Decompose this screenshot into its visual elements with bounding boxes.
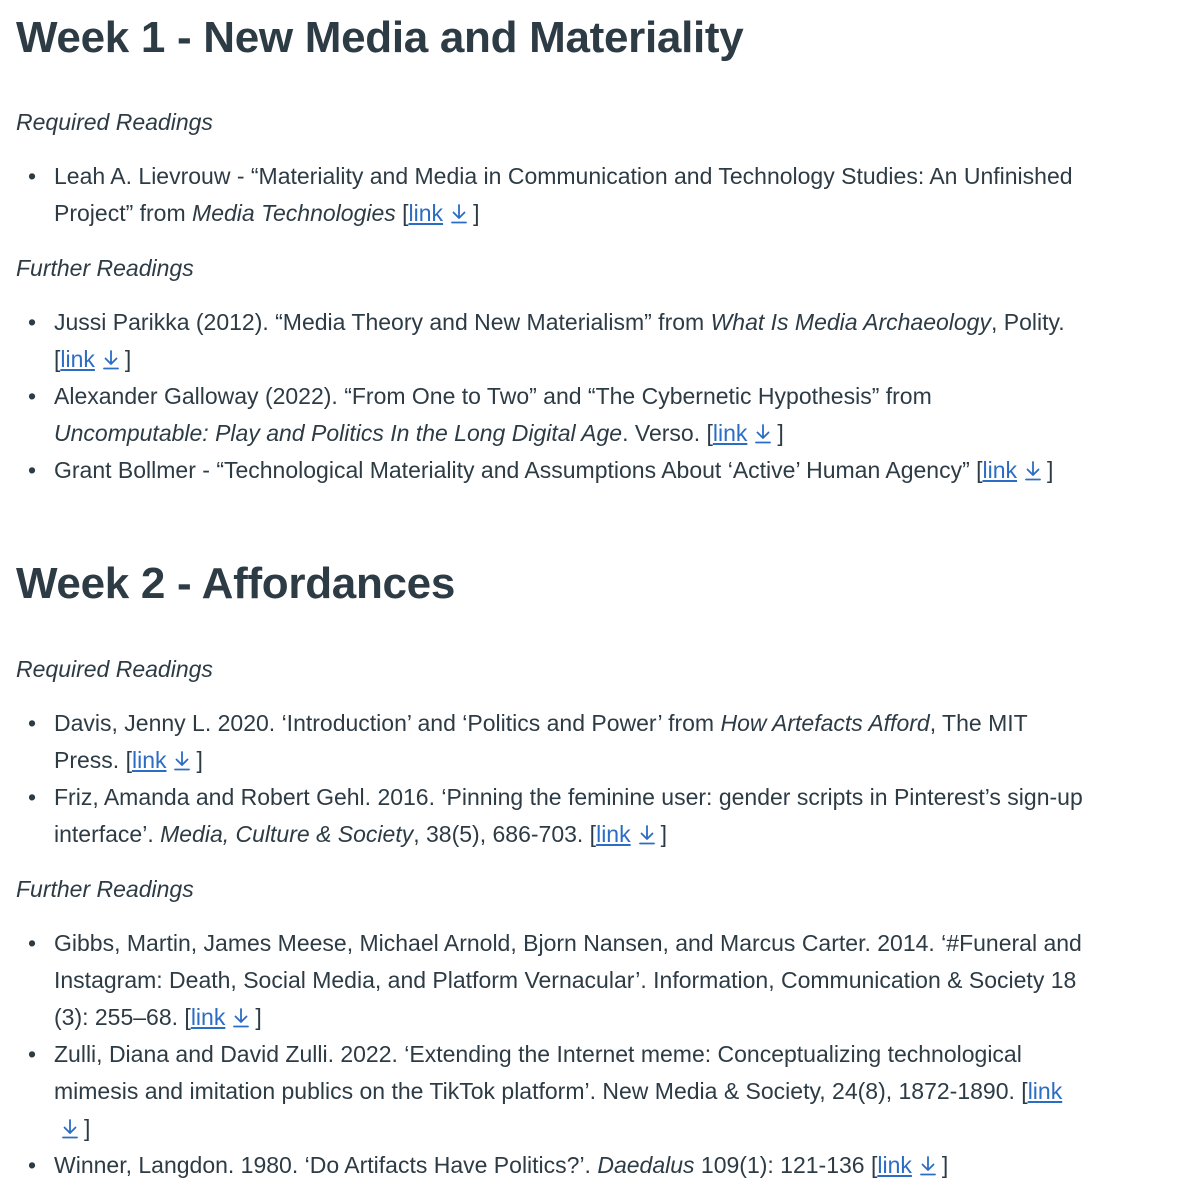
citation-text: interface’. (54, 821, 161, 847)
citation-text: Zulli, Diana and David Zulli. 2022. ‘Extending the Internet meme: Conceptualizing technological (54, 1041, 1022, 1067)
citation-text: Leah A. Lievrouw - “Materiality and Media in Communication and Technology Studies: An Unfinished (54, 163, 1073, 189)
citation-text: Project” from (54, 200, 193, 226)
download-arrow-icon[interactable] (637, 824, 657, 846)
bullet-icon: • (28, 1041, 37, 1067)
reading-item (16, 452, 1166, 489)
citation-text: ] (660, 821, 667, 847)
reading-link[interactable]: link (982, 457, 1018, 483)
further-readings-list (16, 925, 1166, 1184)
further-readings-label: Further Readings (16, 876, 194, 902)
citation-text: ] (941, 1152, 949, 1178)
reading-item (16, 925, 1166, 1036)
publication-title: What Is Media Archaeology (710, 309, 991, 335)
reading-link[interactable]: link (408, 200, 444, 226)
required-readings-label: Required Readings (16, 656, 213, 682)
download-arrow-icon[interactable] (1023, 460, 1043, 482)
citation-text: Winner, Langdon. 1980. ‘Do Artifacts Have Politics?’. (54, 1152, 598, 1178)
reading-item (16, 378, 1166, 452)
bullet-icon: • (28, 930, 37, 956)
citation-text: ] (84, 1115, 91, 1141)
bullet-icon: • (28, 784, 37, 810)
citation-text: 109(1): 121-136 [ (694, 1152, 878, 1178)
reading-link[interactable]: link (60, 346, 95, 372)
download-arrow-icon[interactable] (918, 1155, 938, 1177)
further-readings-list (16, 304, 1166, 489)
reading-item (16, 1147, 1166, 1184)
citation-text: , Polity. (990, 309, 1065, 335)
reading-item (16, 705, 1166, 779)
citation-text: (3): 255–68. [ (54, 1004, 191, 1030)
citation-text: ] (473, 200, 480, 226)
week-2-section (16, 558, 1166, 1184)
further-readings-label: Further Readings (16, 255, 194, 281)
reading-item (16, 158, 1166, 232)
download-arrow-icon[interactable] (172, 750, 192, 772)
download-arrow-icon[interactable] (753, 423, 773, 445)
publication-title: How Artefacts Afford (720, 710, 930, 736)
bullet-icon: • (28, 383, 37, 409)
required-readings-list (16, 705, 1166, 853)
citation-text: Alexander Galloway (2022). “From One to Two” and “The Cybernetic Hypothesis” from (54, 383, 932, 409)
citation-text: Friz, Amanda and Robert Gehl. 2016. ‘Pinning the feminine user: gender scripts in Pinterest’s sign-up (54, 784, 1083, 810)
bullet-icon: • (28, 163, 37, 189)
citation-text: Davis, Jenny L. 2020. ‘Introduction’ and ‘Politics and Power’ from (54, 710, 721, 736)
week-title: Week 1 - New Media and Materiality (16, 13, 744, 62)
publication-title: Media Technologies (192, 200, 396, 226)
bullet-icon: • (28, 457, 37, 483)
citation-text: Gibbs, Martin, James Meese, Michael Arnold, Bjorn Nansen, and Marcus Carter. 2014. ‘#Funeral and (54, 930, 1082, 956)
citation-text: Press. [ (54, 747, 132, 773)
citation-text: mimesis and imitation publics on the TikTok platform’. New Media & Society, 24(8), 1872-1890. [ (54, 1078, 1028, 1104)
bullet-icon: • (28, 309, 37, 335)
citation-text: [ (54, 346, 61, 372)
week-1-section (16, 12, 1166, 489)
reading-item (16, 779, 1166, 853)
reading-item (16, 304, 1166, 378)
download-arrow-icon[interactable] (449, 203, 469, 225)
publication-title: Daedalus (597, 1152, 695, 1178)
citation-text: ] (196, 747, 203, 773)
citation-text: [ (395, 200, 409, 226)
reading-link[interactable]: link (877, 1152, 912, 1178)
required-readings-list (16, 158, 1166, 232)
citation-text: ] (777, 420, 784, 446)
reading-link[interactable]: link (131, 747, 167, 773)
citation-text: ] (1047, 457, 1054, 483)
download-arrow-icon[interactable] (101, 349, 121, 371)
citation-text: Jussi Parikka (2012). “Media Theory and New Materialism” from (54, 309, 711, 335)
download-arrow-icon[interactable] (231, 1007, 251, 1029)
reading-link[interactable]: link (712, 420, 748, 446)
citation-text: , 38(5), 686-703. [ (413, 821, 597, 847)
bullet-icon: • (28, 1152, 37, 1178)
citation-text: . Verso. [ (622, 420, 713, 446)
reading-item (16, 1036, 1166, 1147)
citation-text: Grant Bollmer - “Technological Materiality and Assumptions About ‘Active’ Human Agency” [ (54, 457, 983, 483)
reading-link[interactable]: link (596, 821, 631, 847)
download-arrow-icon[interactable] (60, 1118, 80, 1140)
week-title: Week 2 - Affordances (16, 559, 456, 608)
citation-text: , The MIT (929, 710, 1028, 736)
citation-text: ] (124, 346, 132, 372)
publication-title: Media, Culture & Society (160, 821, 414, 847)
required-readings-label: Required Readings (16, 109, 213, 135)
reading-link[interactable]: link (1027, 1078, 1063, 1104)
reading-link[interactable]: link (190, 1004, 226, 1030)
citation-text: Instagram: Death, Social Media, and Platform Vernacular’. Information, Communication & Society 18 (54, 967, 1077, 993)
bullet-icon: • (28, 710, 37, 736)
citation-text: ] (255, 1004, 262, 1030)
publication-title: Uncomputable: Play and Politics In the Long Digital Age (54, 420, 623, 446)
